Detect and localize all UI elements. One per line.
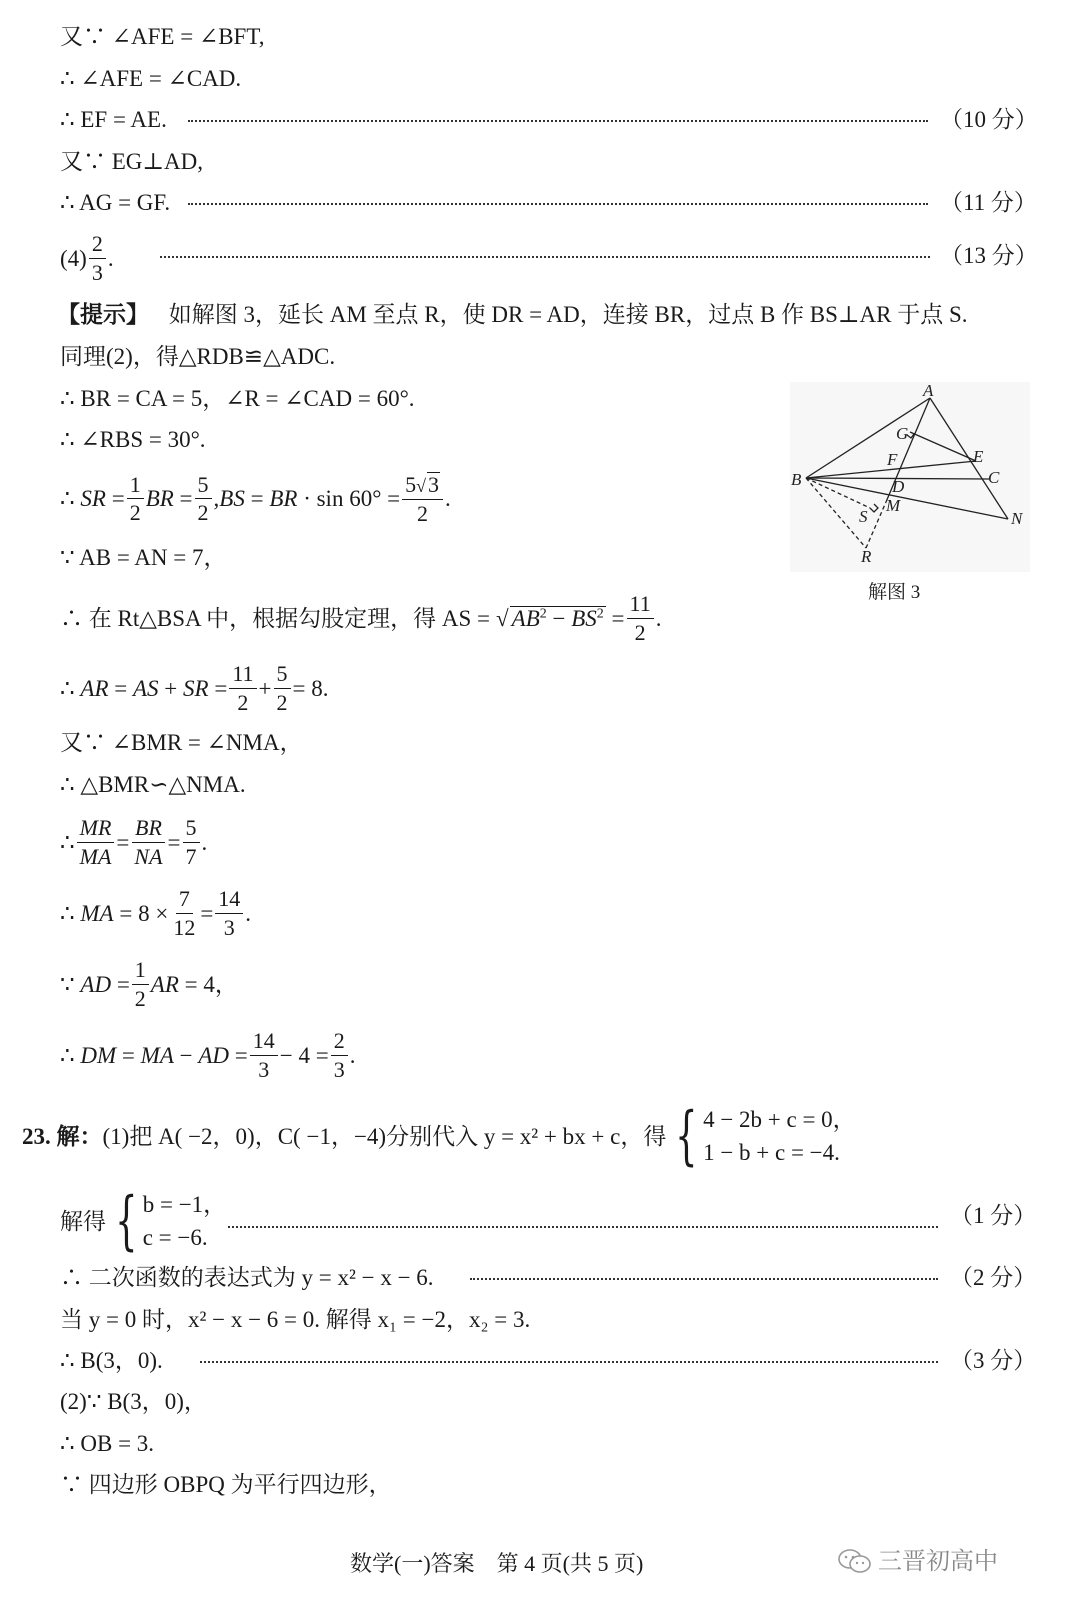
formula-ratio: ∴ $\frac{MR}{MA}$ = $\frac{BR}{NA}$ = $\frac{5}{7}$ . [60, 815, 208, 869]
geometry-figure [790, 382, 1030, 572]
formula-as-prefix: ∴ 在 Rt△BSA 中，根据勾股定理，得 AS = [60, 605, 491, 631]
point-label: R [861, 547, 872, 566]
point-label: S [859, 507, 868, 526]
score-label: （11 分） [940, 190, 1037, 215]
equation-system: { 4 − 2b + c = 0， 1 − b + c = −4. [675, 1099, 856, 1174]
equation-row: c = −6. [142, 1225, 208, 1251]
score-label: （3 分） [950, 1348, 1037, 1373]
wechat-icon [838, 1548, 872, 1574]
text-line: ∴ BR = CA = 5，∠R = ∠CAD = 60°. [60, 386, 415, 411]
text-line: ∴ △BMR∽△NMA. [60, 772, 246, 797]
text-line: ∵ AB = AN = 7， [60, 545, 227, 570]
score-label: （13 分） [940, 243, 1038, 268]
hint-line [57, 303, 968, 326]
equation-row: 1 − b + c = −4. [703, 1140, 840, 1166]
point-label: B [791, 470, 802, 489]
text-line: 又∵ ∠AFE = ∠BFT, [60, 24, 265, 49]
fraction-denominator: 3 [91, 259, 103, 285]
formula-as: ∴ 在 Rt△BSA 中，根据勾股定理，得 AS = √ $AB^2 - BS^2$ = $\frac{11}{2}$ . [60, 591, 662, 645]
text-line: ∴ OB = 3. [60, 1431, 155, 1456]
text-line: ∵ 四边形 OBPQ 为平行四边形， [60, 1472, 392, 1497]
formula-ad: ∵ AD = $\frac{1}{2}$ AR = 4， [60, 957, 238, 1011]
text-line: ∴ AG = GF. [60, 190, 171, 215]
point-label: M [886, 496, 901, 515]
figure-panel [790, 382, 1030, 572]
text-line: 又∵ ∠BMR = ∠NMA， [60, 730, 303, 755]
text-line: ∴ ∠RBS = 30°. [60, 427, 206, 452]
figure-caption: 解图 3 [868, 582, 921, 603]
dot-leader [188, 120, 928, 122]
score-label: （10 分） [940, 107, 1038, 132]
text-line: (2)∵ B(3，0)， [60, 1389, 207, 1414]
text-line: 当 y = 0 时，x² − x − 6 = 0. 解得 x₁ = −2，x₂ = 3. [60, 1307, 531, 1332]
text-line: 又∵ EG⊥AD, [60, 149, 204, 174]
watermark-text: 三晋初高中 [878, 1547, 998, 1575]
text-line: ∴ 二次函数的表达式为 y = x² − x − 6. [60, 1265, 434, 1290]
formula-ma: ∴ MA = 8 × $\frac{7}{12}$ = $\frac{14}{3}$ . [60, 886, 252, 940]
score-label: （2 分） [950, 1265, 1037, 1290]
dot-leader [228, 1226, 938, 1228]
text-line: ∴ ∠AFE = ∠CAD. [60, 66, 242, 91]
page-footer: 数学(一)答案 第 4 页(共 5 页) [350, 1551, 644, 1576]
formula-sr: ∴ SR = $\frac{1}{2}$ BR = $\frac{5}{2}$ ,BS = BR · sin 60° = $\frac{5√3}{2}$ . [60, 471, 451, 526]
dot-leader [200, 1361, 938, 1363]
point-label: N [1011, 509, 1023, 528]
score-label: （1 分） [950, 1203, 1037, 1228]
text-line: ∴ B(3，0). [60, 1348, 163, 1373]
point-label: G [896, 424, 909, 443]
question-23 [22, 1099, 856, 1174]
equation-row: 4 − 2b + c = 0， [703, 1107, 856, 1132]
answer-4-prefix: (4) [60, 245, 87, 271]
equation-row: b = −1， [142, 1192, 227, 1217]
solve-label: 解得 [60, 1208, 106, 1234]
dot-leader [470, 1278, 938, 1280]
text-line: ∴ EF = AE. [60, 107, 167, 132]
formula-dm: ∴ DM = MA − AD = $\frac{14}{3}$ − 4 = $\frac{2}{3}$ . [60, 1028, 356, 1082]
point-label: F [887, 450, 898, 469]
fraction-numerator: 2 [89, 232, 106, 259]
point-label: E [973, 447, 984, 466]
point-label: C [988, 468, 1000, 487]
hint-text: 如解图 3，延长 AM 至点 R，使 DR = AD，连接 BR，过点 B 作 BS⊥AR 于点 S. [168, 302, 968, 327]
solution-system [60, 1184, 227, 1259]
dot-leader [188, 203, 928, 205]
text-line: 同理(2)，得△RDB≌△ADC. [60, 344, 336, 369]
formula-ar: ∴ AR = AS + SR = $\frac{11}{2}$ + $\frac{5}{2}$ = 8. [60, 661, 329, 715]
fraction [89, 232, 106, 285]
hint-label: 【提示】 [57, 302, 149, 327]
question-23-text: (1)把 A( −2，0)，C( −1，−4)分别代入 y = x² + bx + c，得 [102, 1123, 667, 1149]
equation-system: { b = −1， c = −6. [115, 1184, 227, 1259]
dot-leader [160, 256, 930, 258]
answer-4: (4) $\frac{2}{3}$ . [60, 231, 114, 285]
point-label: D [892, 477, 905, 496]
watermark [838, 1548, 998, 1574]
question-23-label: 23. 解： [22, 1123, 103, 1149]
point-label: A [923, 382, 934, 400]
